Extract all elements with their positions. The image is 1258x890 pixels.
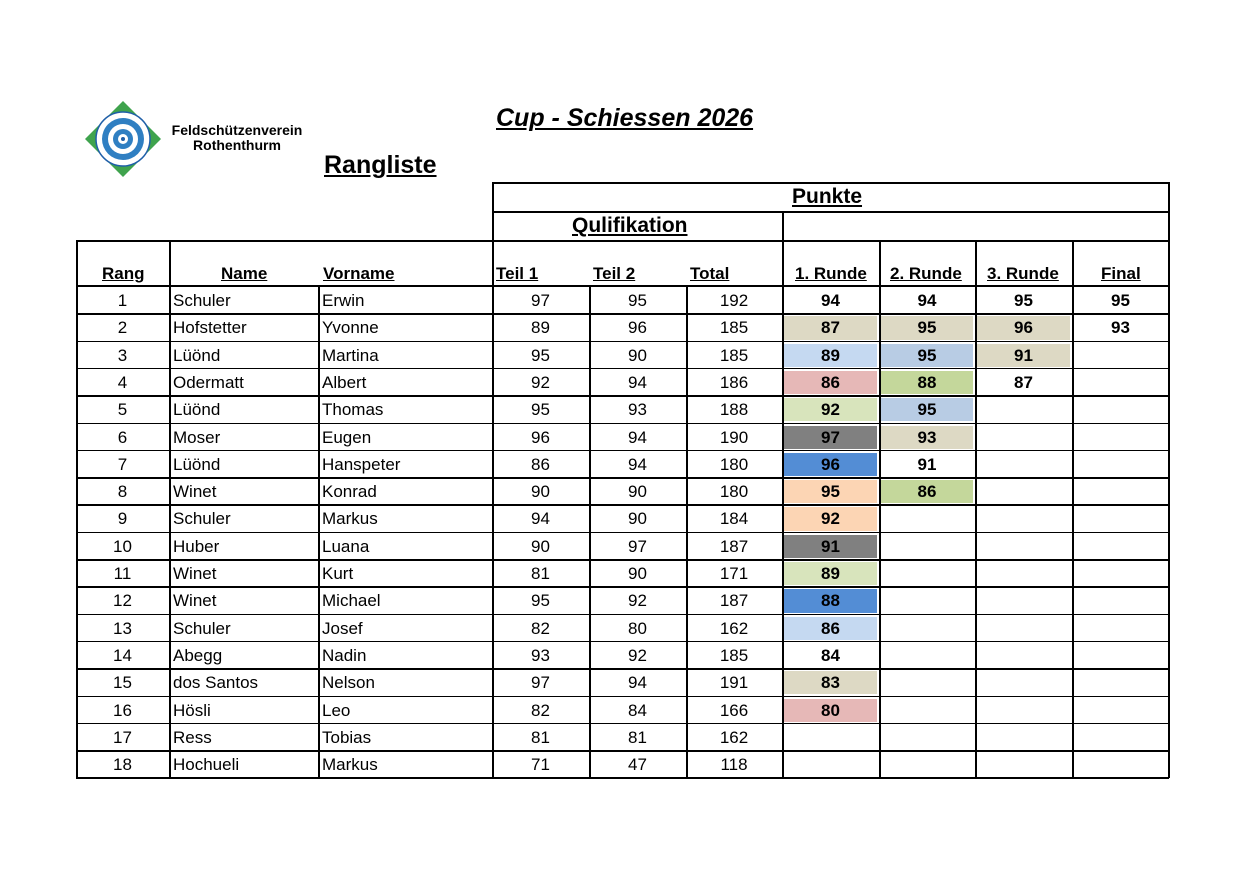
table-cell-r3 — [975, 478, 1072, 505]
col-header-name: Name — [221, 264, 268, 283]
col-divider-round1 — [782, 211, 784, 778]
col-header-teil2: Teil 2 — [593, 264, 636, 283]
table-cell-total: 184 — [719, 509, 749, 529]
table-cell-r1: 83 — [784, 671, 877, 694]
table-cell-r2: 88 — [881, 371, 973, 394]
table-cell-r2 — [879, 560, 975, 587]
row-divider — [76, 423, 1169, 425]
table-cell-t2: 92 — [628, 645, 647, 665]
table-cell-total: 192 — [719, 291, 749, 310]
table-cell-r3 — [975, 669, 1072, 696]
table-cell-name: Hofstetter — [173, 318, 247, 338]
table-cell-t2: 94 — [628, 372, 647, 392]
table-cell-vorname: Eugen — [322, 427, 372, 447]
table-cell-r2: 91 — [917, 454, 937, 474]
table-cell-r2 — [879, 669, 975, 696]
table-cell-r2 — [879, 751, 975, 778]
table-cell-name: Abegg — [173, 645, 223, 665]
col-header-total: Total — [690, 264, 730, 283]
table-cell-r3: 96 — [977, 316, 1070, 339]
table-cell-name: Moser — [173, 427, 221, 447]
col-divider-left — [76, 240, 78, 778]
table-cell-r3 — [975, 587, 1072, 614]
col-divider-round3 — [975, 240, 977, 778]
table-cell-t1: 81 — [531, 727, 550, 747]
table-cell-r1: 91 — [784, 535, 877, 558]
table-cell-r2: 93 — [881, 426, 973, 449]
table-cell-name: Huber — [173, 536, 220, 556]
row-divider — [76, 777, 1169, 779]
table-cell-t2: 47 — [628, 755, 647, 775]
table-cell-r3 — [975, 560, 1072, 587]
table-cell-total: 118 — [720, 755, 748, 775]
col-header-round3: 3. Runde — [987, 264, 1059, 283]
row-divider — [76, 532, 1169, 534]
table-cell-rang: 18 — [113, 755, 132, 775]
table-cell-t1: 81 — [531, 564, 550, 583]
table-cell-r3 — [975, 724, 1072, 751]
table-cell-r1: 84 — [821, 645, 840, 665]
table-cell-rang: 11 — [113, 564, 132, 583]
table-cell-t1: 95 — [531, 345, 550, 365]
table-cell-r1: 89 — [784, 344, 877, 367]
table-cell-vorname: Yvonne — [322, 318, 379, 338]
table-cell-r1: 92 — [784, 507, 877, 530]
table-cell-t2: 80 — [628, 618, 647, 638]
table-cell-total: 166 — [719, 700, 749, 720]
row-divider — [76, 477, 1169, 479]
table-cell-total: 187 — [719, 536, 749, 556]
page-title: Cup - Schiessen 2026 — [496, 104, 754, 132]
table-cell-t1: 93 — [531, 645, 550, 665]
table-cell-r1: 86 — [784, 617, 877, 640]
table-cell-total: 185 — [719, 645, 749, 665]
table-cell-r3: 91 — [977, 344, 1070, 367]
table-cell-fin — [1072, 642, 1169, 669]
table-cell-r3 — [975, 642, 1072, 669]
table-cell-r3 — [975, 751, 1072, 778]
table-cell-name: Lüönd — [173, 400, 221, 420]
table-cell-fin — [1072, 478, 1169, 505]
table-cell-t1: 86 — [531, 454, 550, 474]
table-cell-name: Winet — [173, 482, 217, 502]
table-cell-t1: 97 — [531, 673, 550, 693]
table-cell-r2 — [879, 587, 975, 614]
table-cell-vorname: Josef — [322, 618, 363, 638]
table-cell-vorname: Thomas — [322, 400, 384, 420]
table-cell-name: Schuler — [173, 291, 231, 310]
table-cell-name: Lüönd — [173, 454, 221, 474]
table-top-border-points — [492, 182, 1169, 184]
table-cell-t1: 96 — [531, 427, 550, 447]
table-cell-fin — [1072, 751, 1169, 778]
table-cell-vorname: Nelson — [322, 673, 375, 693]
table-cell-t2: 90 — [628, 564, 647, 583]
table-cell-fin: 95 — [1111, 291, 1130, 310]
table-cell-vorname: Leo — [322, 700, 351, 720]
col-divider-final — [1072, 240, 1074, 778]
row-divider — [76, 504, 1169, 506]
table-cell-rang: 12 — [113, 591, 132, 611]
table-cell-t1: 89 — [531, 318, 550, 338]
table-cell-vorname: Erwin — [322, 291, 365, 310]
col-header-vorname: Vorname — [323, 264, 395, 283]
table-border-quali — [492, 211, 1169, 213]
qualification-group-header: Qulifikation — [572, 214, 688, 237]
table-cell-rang: 14 — [113, 645, 132, 665]
table-cell-r2: 95 — [881, 316, 973, 339]
table-cell-name: dos Santos — [173, 673, 259, 693]
col-divider-vorname — [318, 285, 320, 778]
table-cell-r2 — [879, 505, 975, 532]
table-cell-total: 162 — [719, 727, 749, 747]
table-cell-total: 180 — [719, 482, 749, 502]
table-border-header-bottom — [76, 285, 1169, 287]
table-cell-r3: 87 — [1014, 372, 1033, 392]
col-divider-right — [1168, 182, 1170, 778]
table-cell-fin — [1072, 396, 1169, 423]
table-cell-fin — [1072, 587, 1169, 614]
table-cell-rang: 10 — [113, 536, 132, 556]
table-cell-r3: 95 — [1014, 291, 1033, 310]
club-name-line2: Rothenthurm — [193, 137, 281, 153]
col-header-round1: 1. Runde — [795, 264, 867, 283]
club-logo — [84, 100, 162, 178]
table-cell-r1: 94 — [821, 291, 840, 310]
table-cell-t1: 90 — [531, 482, 550, 502]
table-cell-name: Ress — [173, 727, 212, 747]
table-cell-r1: 95 — [784, 480, 877, 503]
table-cell-t1: 95 — [531, 591, 550, 611]
table-cell-t2: 97 — [628, 536, 647, 556]
table-cell-r2 — [879, 697, 975, 724]
col-header-rang: Rang — [102, 264, 145, 283]
table-cell-fin — [1072, 505, 1169, 532]
table-cell-name: Lüönd — [173, 345, 221, 365]
table-cell-fin — [1072, 697, 1169, 724]
table-cell-rang: 15 — [113, 673, 132, 693]
table-cell-r1: 97 — [784, 426, 877, 449]
table-cell-t2: 94 — [628, 427, 647, 447]
table-cell-r1: 89 — [784, 562, 877, 585]
table-cell-r1: 80 — [784, 699, 877, 722]
table-cell-t1: 90 — [531, 536, 550, 556]
col-divider-teil2 — [589, 285, 591, 778]
table-cell-r1: 96 — [784, 453, 877, 476]
col-header-teil1: Teil 1 — [496, 264, 539, 283]
table-cell-total: 188 — [719, 400, 749, 420]
table-cell-r2: 95 — [881, 398, 973, 421]
table-cell-t2: 84 — [628, 700, 647, 720]
table-cell-rang: 1 — [117, 291, 128, 310]
table-cell-r1 — [782, 724, 879, 751]
table-cell-t1: 82 — [531, 618, 550, 638]
table-cell-r1: 87 — [784, 316, 877, 339]
table-cell-r3 — [975, 533, 1072, 560]
row-divider — [76, 586, 1169, 588]
table-cell-r3 — [975, 451, 1072, 478]
table-cell-name: Schuler — [173, 618, 231, 638]
row-divider — [76, 614, 1169, 616]
table-cell-fin — [1072, 533, 1169, 560]
table-cell-t1: 92 — [531, 372, 550, 392]
table-cell-total: 191 — [719, 673, 749, 693]
table-cell-t2: 90 — [628, 345, 647, 365]
table-cell-t2: 90 — [628, 509, 647, 529]
table-cell-t1: 71 — [531, 755, 550, 775]
table-cell-rang: 7 — [117, 454, 128, 474]
table-cell-fin — [1072, 369, 1169, 396]
table-cell-total: 162 — [719, 618, 749, 638]
row-divider — [76, 696, 1169, 698]
table-cell-r1 — [782, 751, 879, 778]
club-name-line1: Feldschützenverein — [171, 122, 303, 138]
table-cell-total: 187 — [719, 591, 749, 611]
table-cell-r2 — [879, 615, 975, 642]
col-header-round2: 2. Runde — [890, 264, 962, 283]
table-cell-fin — [1072, 424, 1169, 451]
row-divider — [76, 395, 1169, 397]
table-cell-name: Odermatt — [173, 372, 244, 392]
table-cell-vorname: Michael — [322, 591, 381, 611]
table-cell-t2: 94 — [628, 454, 647, 474]
col-header-final: Final — [1101, 264, 1141, 283]
table-cell-r2: 94 — [917, 291, 937, 310]
table-cell-t2: 81 — [628, 727, 647, 747]
table-cell-total: 185 — [719, 345, 749, 365]
table-cell-rang: 6 — [117, 427, 128, 447]
table-cell-total: 171 — [719, 564, 749, 583]
table-cell-t1: 97 — [531, 291, 550, 310]
table-cell-r3 — [975, 615, 1072, 642]
table-cell-rang: 2 — [117, 318, 128, 338]
table-cell-vorname: Martina — [322, 345, 379, 365]
table-cell-r2 — [879, 533, 975, 560]
page-subtitle: Rangliste — [324, 151, 437, 179]
table-cell-vorname: Markus — [322, 755, 378, 775]
table-cell-fin — [1072, 451, 1169, 478]
table-cell-total: 190 — [719, 427, 749, 447]
table-cell-t2: 95 — [628, 291, 647, 310]
row-divider — [76, 450, 1169, 452]
table-cell-name: Hochueli — [173, 755, 240, 775]
col-divider-teil1 — [492, 182, 494, 778]
table-cell-r2 — [879, 642, 975, 669]
col-divider-name — [169, 240, 171, 778]
table-cell-name: Schuler — [173, 509, 231, 529]
row-divider — [76, 750, 1169, 752]
table-cell-total: 186 — [719, 372, 749, 392]
table-cell-rang: 13 — [113, 618, 132, 638]
table-cell-vorname: Nadin — [322, 645, 367, 665]
table-cell-rang: 5 — [117, 400, 128, 420]
table-cell-vorname: Tobias — [322, 727, 372, 747]
table-cell-name: Hösli — [173, 700, 211, 720]
table-cell-t1: 95 — [531, 400, 550, 420]
table-cell-r1: 92 — [784, 398, 877, 421]
row-divider — [76, 559, 1169, 561]
table-cell-rang: 4 — [117, 372, 128, 392]
table-cell-rang: 16 — [113, 700, 132, 720]
table-cell-t2: 94 — [628, 673, 647, 693]
table-cell-t1: 94 — [531, 509, 550, 529]
table-cell-fin — [1072, 615, 1169, 642]
table-cell-r3 — [975, 396, 1072, 423]
points-group-header: Punkte — [792, 185, 863, 208]
table-cell-t1: 82 — [531, 700, 550, 720]
table-cell-fin — [1072, 669, 1169, 696]
row-divider — [76, 341, 1169, 343]
table-cell-t2: 93 — [628, 400, 647, 420]
table-cell-name: Winet — [173, 564, 217, 583]
table-cell-fin — [1072, 342, 1169, 369]
table-cell-rang: 9 — [117, 509, 128, 529]
row-divider — [76, 368, 1169, 370]
col-divider-total — [686, 285, 688, 778]
table-cell-total: 180 — [719, 454, 749, 474]
table-cell-r2 — [879, 724, 975, 751]
row-divider — [76, 668, 1169, 670]
table-cell-rang: 17 — [113, 727, 132, 747]
table-cell-fin — [1072, 724, 1169, 751]
table-cell-r2: 95 — [881, 344, 973, 367]
table-cell-vorname: Kurt — [322, 564, 354, 583]
table-cell-fin: 93 — [1111, 318, 1130, 338]
table-cell-r2: 86 — [881, 480, 973, 503]
table-cell-vorname: Luana — [322, 536, 370, 556]
row-divider — [76, 313, 1169, 315]
table-cell-fin — [1072, 560, 1169, 587]
table-cell-rang: 8 — [117, 482, 128, 502]
table-cell-t2: 92 — [628, 591, 647, 611]
table-cell-name: Winet — [173, 591, 217, 611]
table-cell-total: 185 — [719, 318, 749, 338]
table-cell-t2: 96 — [628, 318, 647, 338]
table-cell-vorname: Konrad — [322, 482, 377, 502]
table-cell-r1: 88 — [784, 589, 877, 612]
table-cell-r3 — [975, 424, 1072, 451]
table-cell-r1: 86 — [784, 371, 877, 394]
table-cell-vorname: Albert — [322, 372, 367, 392]
row-divider — [76, 723, 1169, 725]
club-name — [162, 123, 312, 153]
table-cell-vorname: Hanspeter — [322, 454, 401, 474]
row-divider — [76, 641, 1169, 643]
table-cell-rang: 3 — [117, 345, 128, 365]
table-cell-t2: 90 — [628, 482, 647, 502]
table-cell-vorname: Markus — [322, 509, 378, 529]
table-cell-r3 — [975, 697, 1072, 724]
table-cell-r3 — [975, 505, 1072, 532]
col-divider-round2 — [879, 240, 881, 778]
table-border-header — [76, 240, 1169, 242]
